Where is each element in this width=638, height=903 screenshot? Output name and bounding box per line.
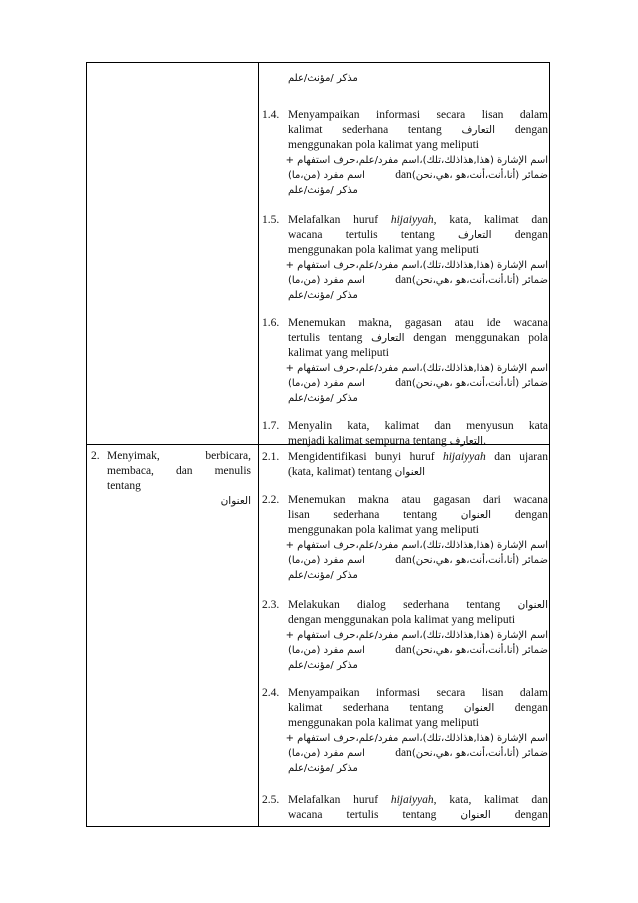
arabic-gender-line: مذكر /مؤنث/علم xyxy=(288,393,358,404)
competency-item-2-2 xyxy=(262,493,548,583)
item-number: 2.2. xyxy=(262,494,280,506)
arabic-pronoun-line: اسم مفرد (من،ما) danضمائر (أنا،أنت،أنت،هو ،هي،نحن) xyxy=(288,377,548,389)
core-competency-2 xyxy=(91,449,251,509)
arabic-pattern-line: اسم الإشارة (هذا,هذاذلك،تلك)،اسم مفرد/علم،حرف استفهام + xyxy=(285,155,548,166)
kd-line-2: membaca, dan menulis xyxy=(107,465,251,477)
item-line: Melakukan dialog sederhana tentang العنوان xyxy=(288,599,548,611)
kd-arabic-topic: العنوان xyxy=(220,495,251,507)
competency-item-2-4 xyxy=(262,686,548,776)
item-line: Mengidentifikasi bunyi huruf hijaiyyah dan ujaran xyxy=(288,451,548,463)
arabic-gender-line: مذكر /مؤنث/علم xyxy=(288,660,358,671)
competency-item-1-4 xyxy=(262,108,548,198)
item-number: 1.7. xyxy=(262,420,280,432)
item-line: Melafalkan huruf hijaiyyah, kata, kalimat dan xyxy=(288,794,549,806)
arabic-pronoun-line: اسم مفرد (من،ما) danضمائر (أنا،أنت،أنت،هو ،هي،نحن) xyxy=(288,644,548,656)
arabic-gender-line: مذكر /مؤنث/علم xyxy=(288,570,358,581)
item-line: tertulis tentang التعارف dengan menggunakan pola xyxy=(288,332,549,344)
item-line: wacana tertulis tentang التعارف dengan xyxy=(288,229,548,241)
arabic-gender-line: مذكر /مؤنث/علم xyxy=(288,73,358,84)
competency-item-2-5 xyxy=(262,793,548,823)
competency-item-1-5 xyxy=(262,213,548,303)
item-line: Menyalin kata, kalimat dan menyusun kata xyxy=(288,420,548,432)
item-line: kalimat sederhana tentang التعارف dengan xyxy=(288,124,549,136)
arabic-pattern-line: اسم الإشارة (هذا,هذاذلك،تلك)،اسم مفرد/علم،حرف استفهام + xyxy=(285,630,548,641)
competency-item-2-1 xyxy=(262,450,548,480)
item-line: menggunakan pola kalimat yang meliputi xyxy=(288,717,479,729)
item-line: Melafalkan huruf hijaiyyah, kata, kalimat dan xyxy=(288,214,549,226)
arabic-pattern-line: اسم الإشارة (هذا,هذاذلك،تلك)،اسم مفرد/علم،حرف استفهام + xyxy=(285,733,548,744)
item-number: 2.4. xyxy=(262,687,280,699)
competency-item-1-7 xyxy=(262,419,548,449)
item-line: (kata, kalimat) tentang العنوان xyxy=(288,466,426,478)
item-line: dengan menggunakan pola kalimat yang meliputi xyxy=(288,614,516,626)
arabic-gender-line: مذكر /مؤنث/علم xyxy=(288,763,358,774)
item-line: wacana tertulis tentang العنوان dengan xyxy=(288,809,549,821)
arabic-pronoun-line: اسم مفرد (من،ما) danضمائر (أنا،أنت،أنت،هو ،هي،نحن) xyxy=(288,554,548,566)
item-line: Menemukan makna, gagasan atau ide wacana xyxy=(288,317,548,329)
carryover-block xyxy=(262,71,548,86)
competency-item-2-3 xyxy=(262,598,548,673)
kd-number: 2. xyxy=(91,450,100,462)
item-number: 1.6. xyxy=(262,317,280,329)
competency-item-1-6 xyxy=(262,316,548,406)
item-line: kalimat yang meliputi xyxy=(288,347,389,359)
item-line: menjadi kalimat sempurna tentang التعارف. xyxy=(288,435,486,447)
arabic-pattern-line: اسم الإشارة (هذا,هذاذلك،تلك)،اسم مفرد/علم،حرف استفهام + xyxy=(285,260,548,271)
item-line: Menyampaikan informasi secara lisan dalam xyxy=(288,687,548,699)
arabic-pattern-line: اسم الإشارة (هذا,هذاذلك،تلك)،اسم مفرد/علم،حرف استفهام + xyxy=(285,540,548,551)
arabic-gender-line: مذكر /مؤنث/علم xyxy=(288,185,358,196)
competency-table xyxy=(86,62,550,827)
item-number: 2.3. xyxy=(262,599,280,611)
item-line: Menemukan makna atau gagasan dari wacana xyxy=(288,494,548,506)
item-line: menggunakan pola kalimat yang meliputi xyxy=(288,139,479,151)
item-number: 1.4. xyxy=(262,109,280,121)
item-number: 2.5. xyxy=(262,794,280,806)
arabic-pronoun-line: اسم مفرد (من،ما) danضمائر (أنا،أنت،أنت،هو ،هي،نحن) xyxy=(288,747,548,759)
item-number: 2.1. xyxy=(262,451,280,463)
item-line: lisan sederhana tentang العنوان dengan xyxy=(288,509,549,521)
item-line: menggunakan pola kalimat yang meliputi xyxy=(288,244,479,256)
item-line: kalimat sederhana tentang العنوان dengan xyxy=(288,702,548,714)
arabic-gender-line: مذكر /مؤنث/علم xyxy=(288,290,358,301)
arabic-pronoun-line: اسم مفرد (من،ما) danضمائر (أنا،أنت،أنت،هو ،هي،نحن) xyxy=(288,274,548,286)
item-number: 1.5. xyxy=(262,214,280,226)
item-line: menggunakan pola kalimat yang meliputi xyxy=(288,524,479,536)
kd-line-3: tentang العنوان xyxy=(107,480,251,507)
kd-line-1: Menyimak, berbicara, xyxy=(107,450,251,462)
arabic-pattern-line: اسم الإشارة (هذا,هذاذلك،تلك)،اسم مفرد/علم،حرف استفهام + xyxy=(285,363,548,374)
arabic-pronoun-line: اسم مفرد (من،ما) danضمائر (أنا،أنت،أنت،هو ،هي،نحن) xyxy=(288,169,548,181)
item-line: Menyampaikan informasi secara lisan dalam xyxy=(288,109,548,121)
